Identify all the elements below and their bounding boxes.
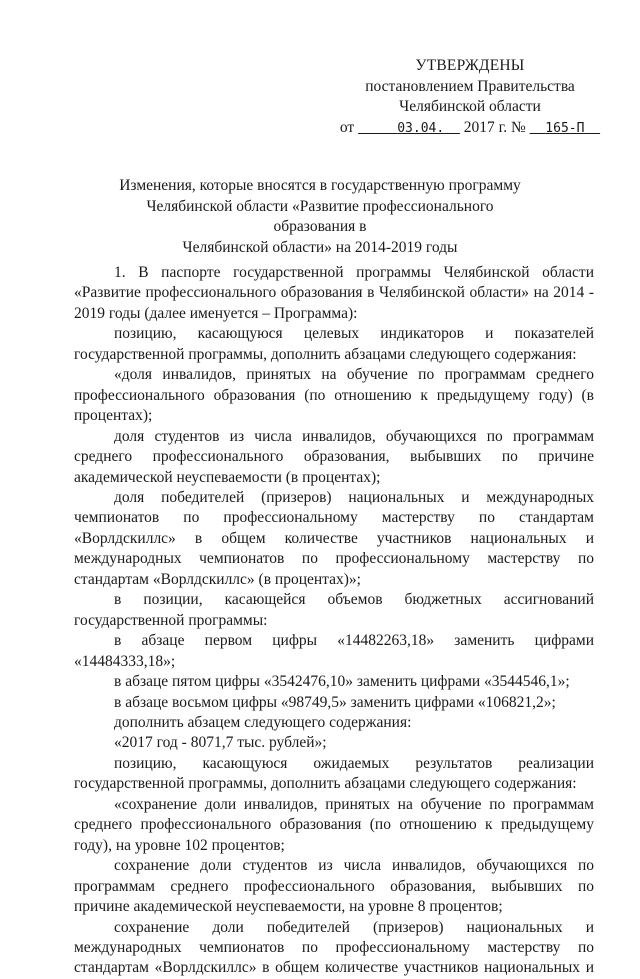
paragraph-9: в абзаце восьмом цифры «98749,5» заменить цифрами «106821,2»; xyxy=(114,693,556,711)
paragraph-8: в абзаце пятом цифры «3542476,10» заменить цифрами «3544546,1»; xyxy=(114,673,570,691)
approval-line-2: Челябинской области xyxy=(399,98,541,115)
approval-stamp xyxy=(330,56,610,139)
approval-heading: УТВЕРЖДЕНЫ xyxy=(415,57,525,74)
paragraph-10: дополнить абзацем следующего содержания: xyxy=(114,713,412,731)
paragraph-14: сохранение доли студентов из числа инвалидов, обучающихся по программам среднего профессионального образования, выбывших по причине академической неуспеваемости, на уровне 8 процентов; xyxy=(74,857,594,916)
title-line-1: Изменения, которые вносятся в государственную программу xyxy=(119,177,521,194)
paragraph-4: доля студентов из числа инвалидов, обучающихся по программам среднего профессионального образования, выбывших по причине академической неуспеваемости (в процентах); xyxy=(74,427,594,486)
paragraph-5: доля победителей (призеров) национальных и международных чемпионатов по профессиональному мастерству по стандартам «Ворлдскиллс» в общем количестве участников национальных и международных чемпионатов по профессиональному мастерству по стандартам «Ворлдскиллс» (в процентах)»; xyxy=(74,488,594,588)
paragraph-7: в абзаце первом цифры «14482263,18» заменить цифрами «14484333,18»; xyxy=(74,632,594,670)
date-value: 03.04. xyxy=(397,120,445,136)
date-prefix: от xyxy=(339,118,355,136)
paragraph-6: в позиции, касающейся объемов бюджетных ассигнований государственной программы: xyxy=(74,591,594,629)
paragraph-3: «доля инвалидов, принятых на обучение по программам среднего профессионального образования (по отношению к предыдущему году) (в процентах); xyxy=(74,366,594,425)
approval-line-1: постановлением Правительства xyxy=(365,77,575,95)
paragraph-1: 1. В паспорте государственной программы Челябинской области «Развитие профессионального образования в Челябинской области» на 2014 - 2019 годы (далее именуется – Программа): xyxy=(74,264,594,322)
approval-date-line xyxy=(330,118,610,140)
document-title xyxy=(110,176,530,258)
year-number-label: 2017 г. № xyxy=(463,118,526,136)
document-body xyxy=(74,263,594,979)
paragraph-13: «сохранение доли инвалидов, принятых на обучение по программам среднего профессионального образования (по отношению к предыдущему году), на уровне 102 процентов; xyxy=(74,795,594,854)
decree-number: 165-П xyxy=(545,120,585,136)
paragraph-15: сохранение доли победителей (призеров) национальных и международных чемпионатов по профессиональному мастерству по стандартам «Ворлдскиллс» в общем количестве участников национальных и xyxy=(74,918,594,977)
title-line-2: Челябинской области «Развитие профессионального образования в xyxy=(146,197,494,235)
paragraph-11: «2017 год - 8071,7 тыс. рублей»; xyxy=(114,734,327,752)
paragraph-2: позицию, касающуюся целевых индикаторов и показателей государственной программы, дополнить абзацами следующего содержания: xyxy=(74,325,594,363)
paragraph-12: позицию, касающуюся ожидаемых результатов реализации государственной программы, дополнить абзацами следующего содержания: xyxy=(74,754,594,793)
title-line-3: Челябинской области» на 2014-2019 годы xyxy=(182,238,458,256)
